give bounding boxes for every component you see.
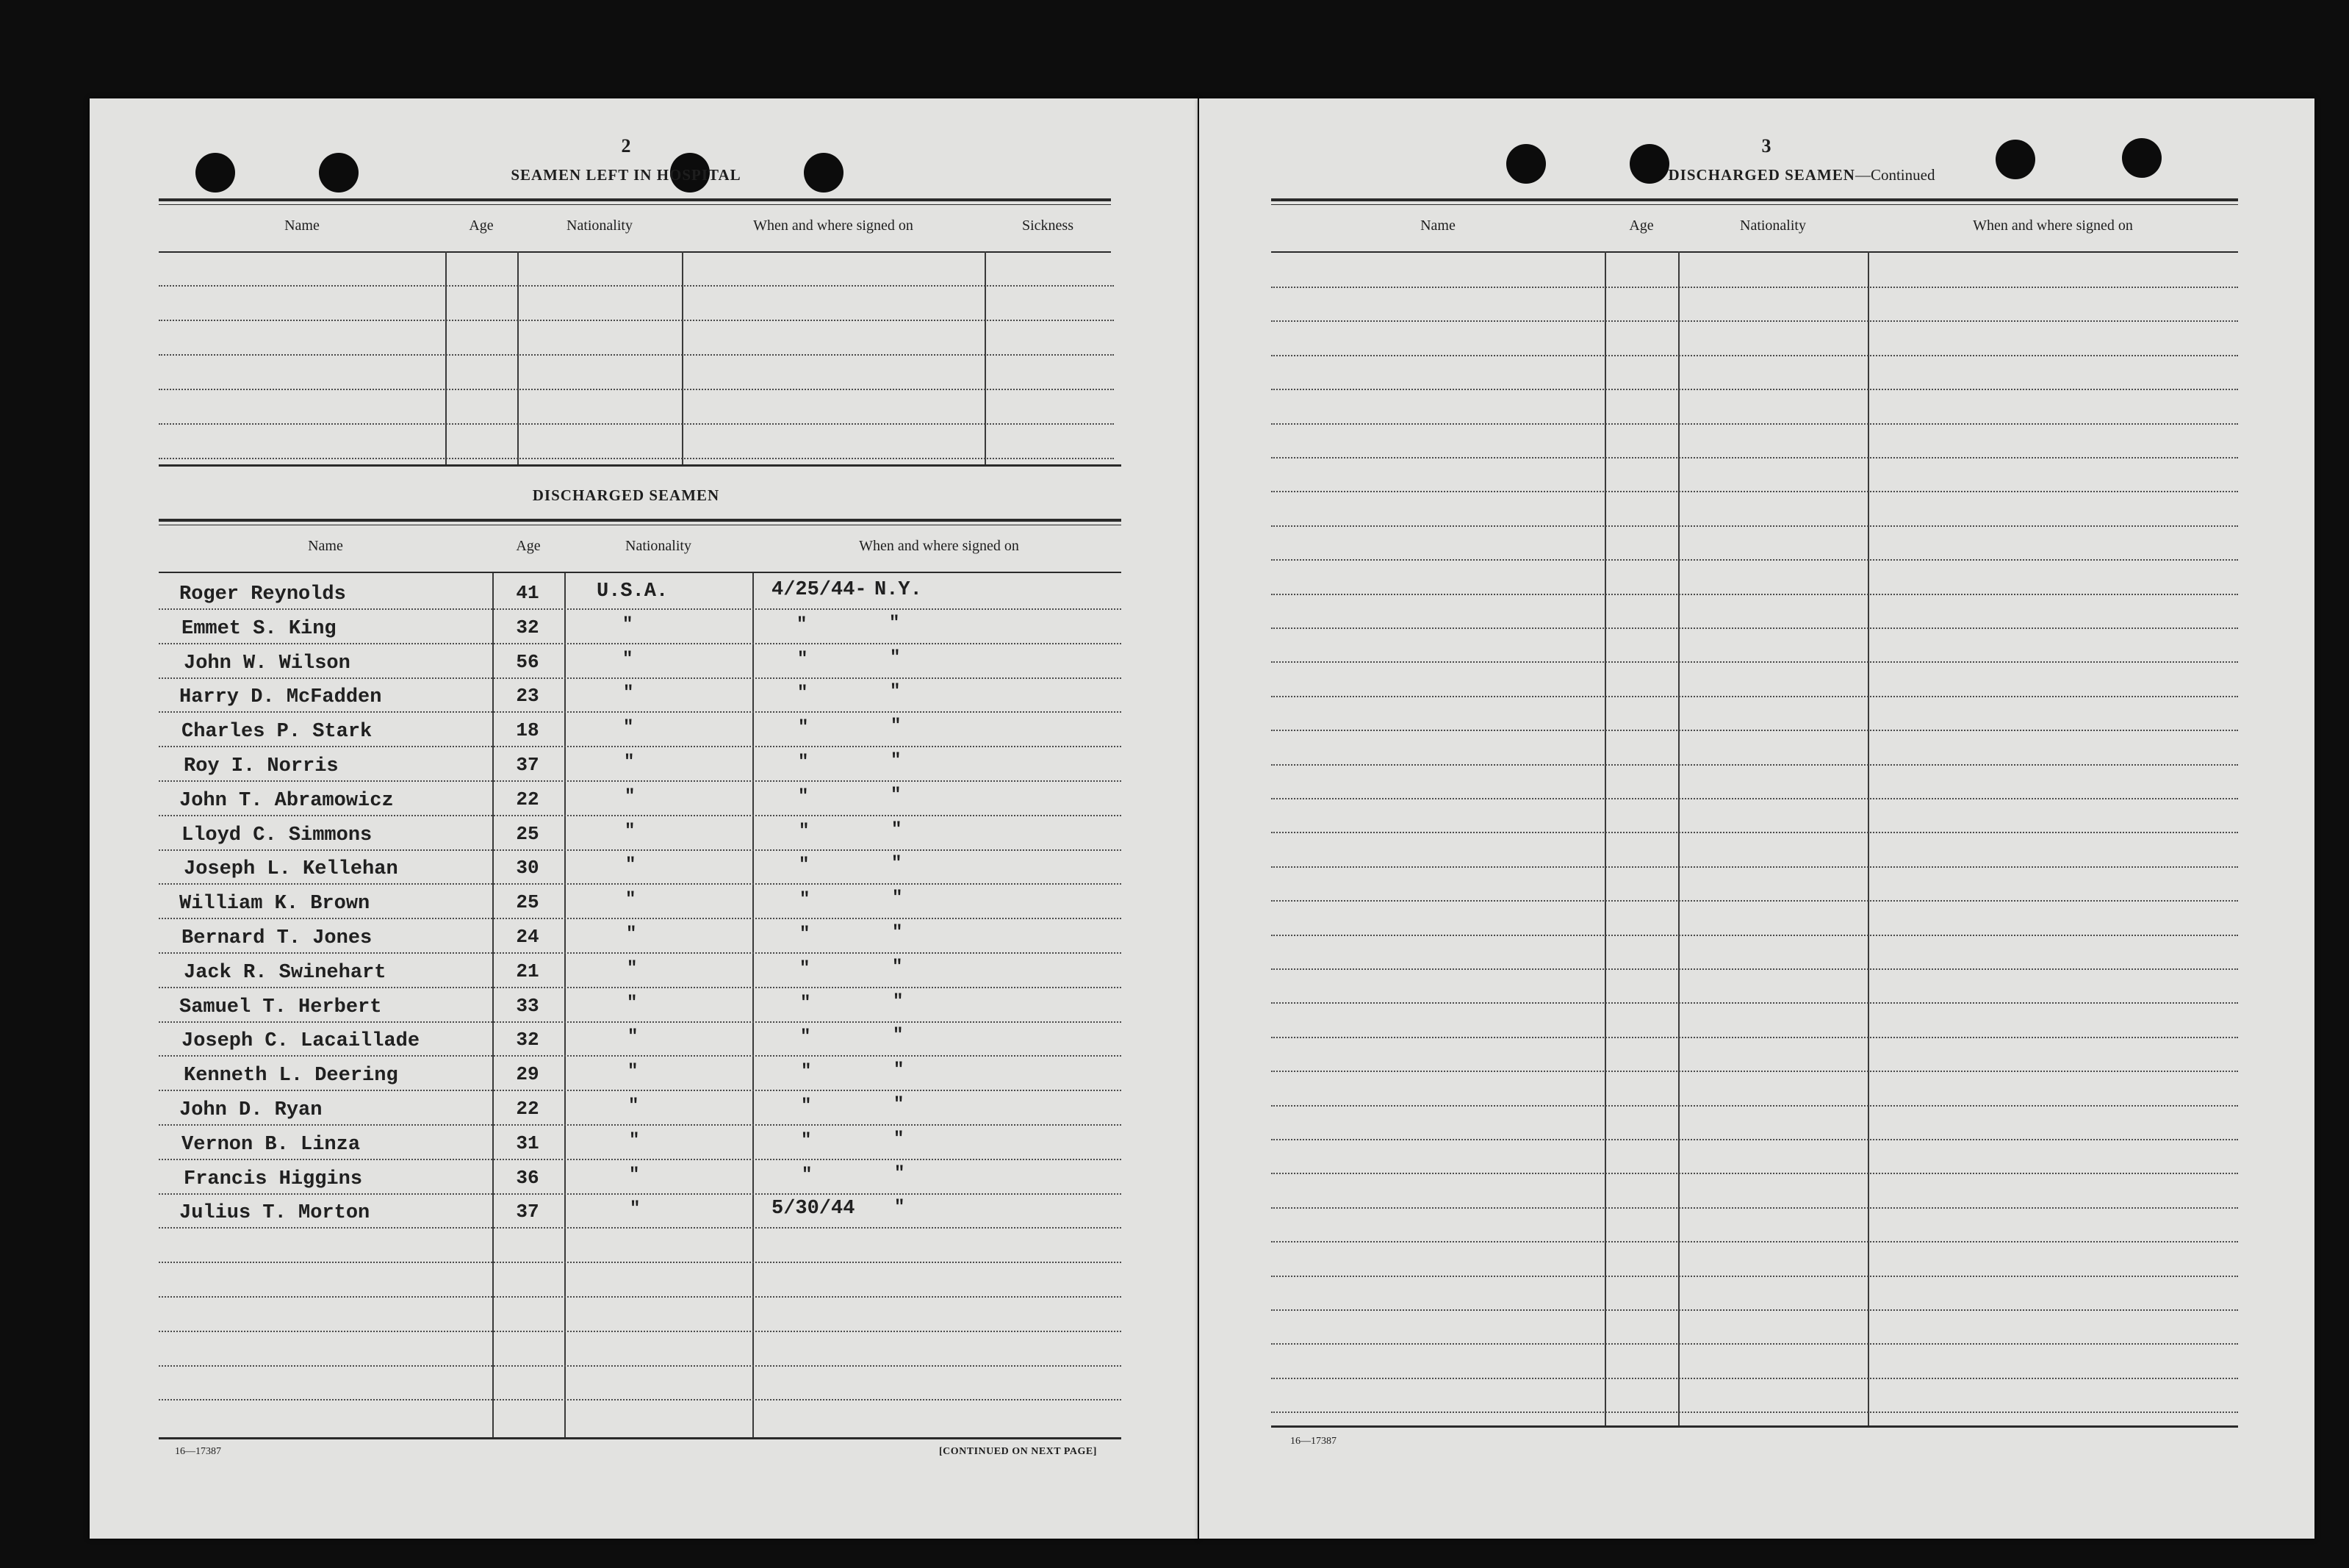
seaman-age: 32: [516, 616, 539, 639]
date-ditto-mark: ": [798, 752, 809, 772]
nationality-ditto-mark: ": [625, 855, 636, 875]
nationality-ditto-mark: ": [627, 959, 638, 979]
seaman-name: Joseph L. Kellehan: [184, 858, 398, 880]
row-line: [1271, 1241, 2238, 1242]
row-line: [1271, 627, 2238, 629]
punch-hole: [195, 153, 235, 193]
table-row: [90, 579, 1118, 611]
date-ditto-mark: ": [800, 1027, 811, 1047]
right-page: [1199, 98, 2314, 1539]
row-line: [159, 423, 1114, 425]
date-ditto-mark: ": [797, 683, 808, 703]
row-line: [1271, 661, 2238, 663]
date-ditto-mark: ": [800, 993, 811, 1013]
seaman-name: Samuel T. Herbert: [179, 996, 382, 1018]
column-divider: [1678, 251, 1680, 1425]
row-line: [1271, 696, 2238, 697]
table-row: [90, 888, 1118, 921]
column-header-name: Name: [1420, 217, 1456, 234]
nationality-ditto-mark: ": [625, 787, 636, 807]
nationality-ditto-mark: ": [629, 1165, 640, 1185]
seaman-name: Charles P. Stark: [181, 721, 373, 743]
signed-on-place: N.Y.: [874, 579, 922, 601]
seaman-age: 22: [516, 788, 539, 810]
date-ditto-mark: ": [799, 890, 810, 910]
table-row: [90, 1129, 1118, 1162]
column-header-name: Name: [308, 538, 343, 554]
column-divider: [1605, 251, 1606, 1425]
seaman-age: 37: [516, 754, 539, 776]
date-ditto-mark: ": [799, 821, 810, 841]
continued-note: [CONTINUED ON NEXT PAGE]: [939, 1446, 1097, 1457]
column-header-nationality: Nationality: [625, 538, 691, 554]
column-divider: [985, 251, 986, 464]
column-header-age: Age: [1629, 217, 1654, 234]
row-line: [159, 1399, 1121, 1400]
column-header-when-and-where-signed-on: When and where signed on: [1973, 217, 2133, 234]
row-line: [1271, 1071, 2238, 1072]
header-rule: [159, 251, 1111, 253]
date-ditto-mark: ": [798, 718, 809, 738]
table-row: [90, 1026, 1118, 1058]
place-ditto-mark: ": [893, 1095, 904, 1115]
row-line: [159, 1262, 1121, 1263]
seaman-name: John D. Ryan: [179, 1099, 323, 1121]
row-line: [1271, 798, 2238, 799]
row-line: [1271, 559, 2238, 561]
seaman-age: 22: [516, 1098, 539, 1120]
seaman-name: Joseph C. Lacaillade: [181, 1030, 420, 1052]
seaman-age: 24: [516, 926, 539, 948]
seaman-name: Kenneth L. Deering: [184, 1065, 398, 1087]
place-ditto-mark: ": [892, 923, 903, 943]
nationality-ditto-mark: ": [625, 821, 636, 841]
discharged-continued-title: [1611, 166, 1993, 184]
nationality-ditto-mark: ": [627, 1027, 638, 1047]
row-line: [1271, 730, 2238, 731]
row-line: [1271, 457, 2238, 458]
column-header-age: Age: [516, 538, 541, 554]
row-line: [1271, 1105, 2238, 1107]
nationality-ditto-mark: ": [622, 615, 633, 635]
table-row: [90, 1198, 1118, 1230]
seaman-age: 31: [516, 1132, 539, 1154]
row-line: [159, 1365, 1121, 1367]
column-header-nationality: Nationality: [566, 217, 633, 234]
nationality-ditto-mark: ": [623, 683, 634, 703]
nationality-ditto-mark: ": [625, 890, 636, 910]
table-top-rule: [1271, 204, 2238, 205]
place-ditto-mark: ": [891, 751, 902, 771]
date-ditto-mark: ": [801, 1062, 812, 1082]
row-line: [159, 1331, 1121, 1332]
table-top-rule: [159, 519, 1121, 522]
seaman-age: 25: [516, 823, 539, 845]
place-ditto-mark: ": [893, 1060, 904, 1080]
column-header-when-and-where-signed-on: When and where signed on: [859, 538, 1019, 554]
seaman-name: Roger Reynolds: [179, 583, 346, 605]
row-line: [1271, 900, 2238, 902]
nationality-ditto-mark: ": [629, 1131, 640, 1151]
date-ditto-mark: ": [797, 650, 808, 669]
row-line: [1271, 1411, 2238, 1413]
place-ditto-mark: ": [891, 820, 902, 840]
seaman-age: 21: [516, 960, 539, 982]
page-number: 3: [1761, 135, 1771, 157]
seaman-name: William K. Brown: [179, 893, 370, 915]
row-line: [159, 320, 1114, 321]
row-line: [1271, 594, 2238, 595]
date-ditto-mark: ": [798, 787, 809, 807]
table-row: [90, 1164, 1118, 1196]
date-ditto-mark: ": [799, 959, 810, 979]
place-ditto-mark: ": [889, 614, 900, 633]
table-row: [90, 716, 1118, 749]
seaman-name: John T. Abramowicz: [179, 790, 394, 812]
row-line: [159, 389, 1114, 390]
table-row: [90, 785, 1118, 818]
date-ditto-mark: ": [801, 1096, 812, 1116]
form-number: 16—17387: [175, 1446, 221, 1457]
row-line: [1271, 1343, 2238, 1345]
seaman-name: Vernon B. Linza: [181, 1134, 361, 1156]
row-line: [159, 285, 1114, 287]
place-ditto-mark: ": [894, 1164, 905, 1184]
seaman-nationality: U.S.A.: [597, 580, 669, 603]
table-row: [90, 923, 1118, 955]
row-line: [1271, 832, 2238, 833]
seaman-name: Roy I. Norris: [184, 755, 339, 777]
signed-on-date: 5/30/44: [771, 1198, 855, 1220]
row-line: [1271, 355, 2238, 356]
seaman-age: 29: [516, 1063, 539, 1085]
column-divider: [1868, 251, 1869, 1425]
table-bottom-rule: [159, 1437, 1121, 1439]
nationality-ditto-mark: ": [628, 1096, 639, 1116]
nationality-ditto-mark: ": [627, 1062, 638, 1082]
punch-hole: [1996, 140, 2035, 179]
place-ditto-mark: ": [890, 682, 901, 702]
row-line: [159, 354, 1114, 356]
seaman-name: John W. Wilson: [184, 652, 350, 675]
nationality-ditto-mark: ": [627, 993, 638, 1013]
seaman-name: Julius T. Morton: [179, 1202, 370, 1224]
page-number: 2: [621, 135, 631, 157]
form-number: 16—17387: [1290, 1436, 1337, 1447]
seaman-name: Francis Higgins: [184, 1168, 363, 1190]
column-divider: [517, 251, 519, 464]
punch-hole: [2122, 138, 2162, 178]
table-top-rule: [1271, 198, 2238, 201]
title-continued: —Continued: [1855, 166, 1935, 184]
row-line: [1271, 764, 2238, 766]
column-header-age: Age: [469, 217, 494, 234]
column-header-nationality: Nationality: [1740, 217, 1806, 234]
seaman-age: 18: [516, 719, 539, 741]
date-ditto-mark: ": [799, 855, 810, 875]
row-line: [1271, 1002, 2238, 1004]
column-header-sickness: Sickness: [1022, 217, 1073, 234]
signed-on-date: 4/25/44-: [771, 579, 867, 601]
table-row: [90, 682, 1118, 714]
column-divider: [445, 251, 447, 464]
discharged-section-title: DISCHARGED SEAMEN: [532, 486, 720, 504]
row-line: [159, 458, 1114, 459]
table-bottom-rule: [1271, 1425, 2238, 1428]
nationality-ditto-mark: ": [622, 650, 633, 669]
title-main: DISCHARGED SEAMEN: [1668, 166, 1855, 184]
seaman-age: 33: [516, 995, 539, 1017]
table-row: [90, 648, 1118, 680]
seaman-age: 56: [516, 651, 539, 673]
seaman-age: 25: [516, 891, 539, 913]
row-line: [1271, 968, 2238, 970]
nationality-ditto-mark: ": [626, 924, 637, 944]
seaman-name: Harry D. McFadden: [179, 686, 382, 708]
nationality-ditto-mark: ": [630, 1199, 641, 1219]
seaman-age: 32: [516, 1029, 539, 1051]
place-ditto-mark: ": [893, 1129, 904, 1149]
row-line: [1271, 287, 2238, 288]
punch-hole: [319, 153, 359, 193]
date-ditto-mark: ": [796, 615, 807, 635]
place-ditto-mark: ": [891, 785, 902, 805]
place-ditto-mark: ": [893, 1026, 904, 1046]
table-row: [90, 854, 1118, 886]
row-line: [1271, 1276, 2238, 1277]
table-bottom-rule: [159, 464, 1121, 467]
seaman-name: Jack R. Swinehart: [184, 962, 386, 984]
date-ditto-mark: ": [799, 924, 810, 944]
row-line: [1271, 1309, 2238, 1311]
row-line: [1271, 935, 2238, 936]
place-ditto-mark: ": [891, 716, 902, 736]
header-rule: [159, 572, 1121, 573]
table-row: [90, 616, 1118, 646]
seaman-name: Emmet S. King: [181, 618, 337, 640]
place-ditto-mark: ": [894, 1198, 905, 1218]
row-line: [1271, 1139, 2238, 1140]
nationality-ditto-mark: ": [623, 718, 634, 738]
seaman-age: 36: [516, 1167, 539, 1189]
place-ditto-mark: ": [892, 957, 903, 977]
place-ditto-mark: ": [891, 854, 902, 874]
hospital-section-title: SEAMEN LEFT IN HOSPITAL: [511, 166, 741, 184]
table-row: [90, 957, 1118, 990]
seaman-name: Lloyd C. Simmons: [181, 824, 373, 846]
row-line: [1271, 1037, 2238, 1038]
seaman-age: 30: [516, 857, 539, 879]
row-line: [1271, 866, 2238, 868]
seaman-name: Bernard T. Jones: [181, 927, 373, 949]
table-top-rule: [159, 204, 1111, 205]
place-ditto-mark: ": [893, 992, 904, 1012]
table-row: [90, 1060, 1118, 1093]
punch-hole: [1506, 144, 1546, 184]
place-ditto-mark: ": [892, 888, 903, 908]
table-row: [90, 992, 1118, 1024]
table-top-rule: [159, 198, 1111, 201]
seaman-age: 37: [516, 1201, 539, 1223]
table-row: [90, 751, 1118, 783]
left-page: [90, 98, 1198, 1539]
header-rule: [1271, 251, 2238, 253]
row-line: [1271, 491, 2238, 492]
table-row: [90, 1095, 1118, 1127]
row-line: [1271, 1207, 2238, 1209]
column-divider: [682, 251, 683, 464]
row-line: [1271, 320, 2238, 322]
column-header-when-and-where-signed-on: When and where signed on: [753, 217, 913, 234]
date-ditto-mark: ": [801, 1131, 812, 1151]
place-ditto-mark: ": [890, 648, 901, 668]
date-ditto-mark: ": [802, 1165, 813, 1185]
seaman-age: 23: [516, 685, 539, 707]
seaman-age: 41: [516, 582, 539, 604]
column-header-name: Name: [284, 217, 320, 234]
row-line: [1271, 1173, 2238, 1174]
row-line: [159, 1296, 1121, 1298]
row-line: [1271, 389, 2238, 390]
table-row: [90, 820, 1118, 852]
row-line: [1271, 1378, 2238, 1379]
nationality-ditto-mark: ": [624, 752, 635, 772]
row-line: [1271, 525, 2238, 527]
row-line: [1271, 423, 2238, 425]
